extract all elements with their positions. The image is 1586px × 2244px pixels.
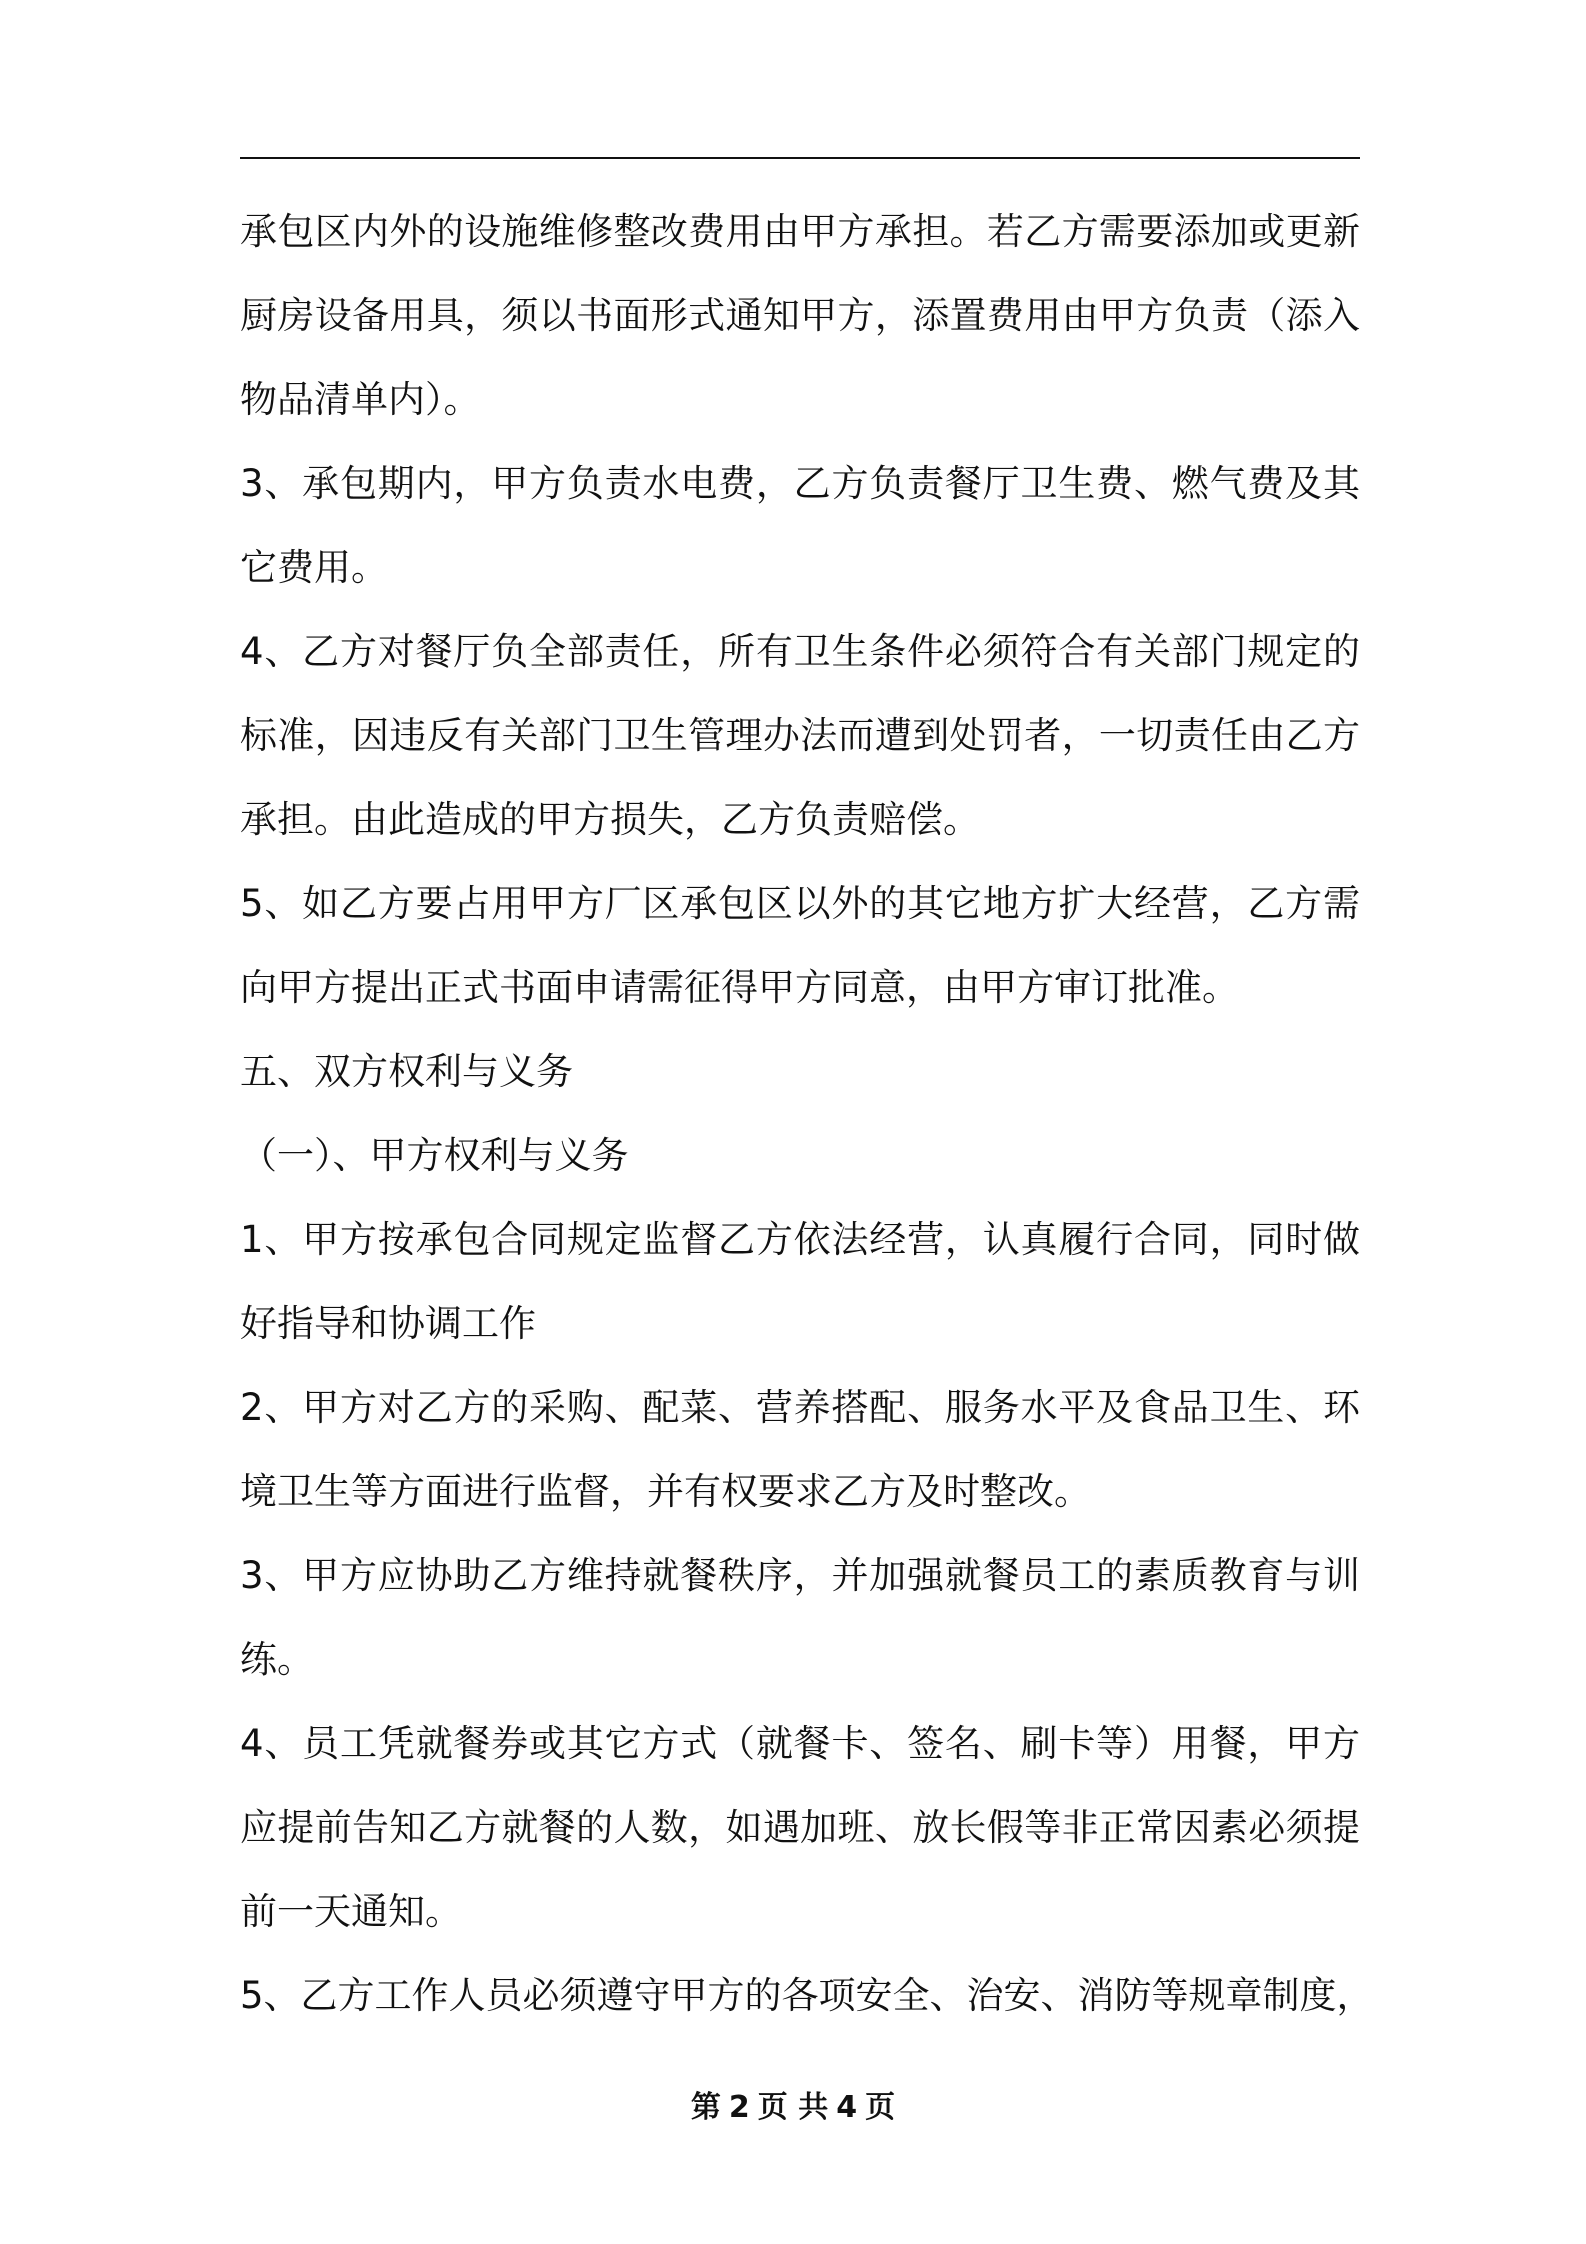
paragraph-line-15: 2、甲方对乙方的采购、配菜、营养搭配、服务水平及食品卫生、环 xyxy=(240,1386,1360,1429)
paragraph-line-5: 它费用。 xyxy=(240,546,388,589)
paragraph-line-17: 3、甲方应协助乙方维持就餐秩序，并加强就餐员工的素质教育与训 xyxy=(240,1554,1360,1597)
page-footer xyxy=(0,2088,1586,2128)
paragraph-line-18: 练。 xyxy=(240,1638,314,1681)
paragraph-line-6: 4、乙方对餐厅负全部责任，所有卫生条件必须符合有关部门规定的 xyxy=(240,630,1360,673)
paragraph-line-2: 厨房设备用具，须以书面形式通知甲方，添置费用由甲方负责（添入 xyxy=(240,294,1360,337)
footer-middle: 页 共 xyxy=(757,2090,829,2125)
paragraph-line-20: 应提前告知乙方就餐的人数，如遇加班、放长假等非正常因素必须提 xyxy=(240,1806,1360,1849)
paragraph-line-10: 向甲方提出正式书面申请需征得甲方同意，由甲方审订批准。 xyxy=(240,966,1239,1009)
paragraph-line-21: 前一天通知。 xyxy=(240,1890,462,1933)
document-body xyxy=(240,190,1374,2038)
paragraph-line-9: 5、如乙方要占用甲方厂区承包区以外的其它地方扩大经营，乙方需 xyxy=(240,882,1360,925)
paragraph-line-4: 3、承包期内，甲方负责水电费，乙方负责餐厅卫生费、燃气费及其 xyxy=(240,462,1360,505)
subsection-heading: （一）、甲方权利与义务 xyxy=(240,1134,629,1177)
paragraph-line-8: 承担。由此造成的甲方损失，乙方负责赔偿。 xyxy=(240,798,980,841)
paragraph-line-14: 好指导和协调工作 xyxy=(240,1302,536,1345)
paragraph-line-16: 境卫生等方面进行监督，并有权要求乙方及时整改。 xyxy=(240,1470,1091,1513)
footer-prefix: 第 xyxy=(690,2090,721,2125)
paragraph-line-7: 标准，因违反有关部门卫生管理办法而遭到处罚者，一切责任由乙方 xyxy=(240,714,1360,757)
section-heading: 五、双方权利与义务 xyxy=(240,1050,573,1093)
paragraph-line-3: 物品清单内）。 xyxy=(240,378,481,421)
footer-current-page: 2 xyxy=(728,2090,750,2125)
footer-total-pages: 4 xyxy=(836,2090,858,2125)
header-rule xyxy=(240,157,1360,159)
paragraph-line-22: 5、乙方工作人员必须遵守甲方的各项安全、治安、消防等规章制度， xyxy=(240,1974,1374,2017)
paragraph-line-1: 承包区内外的设施维修整改费用由甲方承担。若乙方需要添加或更新 xyxy=(240,210,1360,253)
paragraph-line-13: 1、甲方按承包合同规定监督乙方依法经营，认真履行合同，同时做 xyxy=(240,1218,1360,1261)
paragraph-line-19: 4、员工凭就餐券或其它方式（就餐卡、签名、刷卡等）用餐，甲方 xyxy=(240,1722,1360,1765)
footer-suffix: 页 xyxy=(865,2090,896,2125)
